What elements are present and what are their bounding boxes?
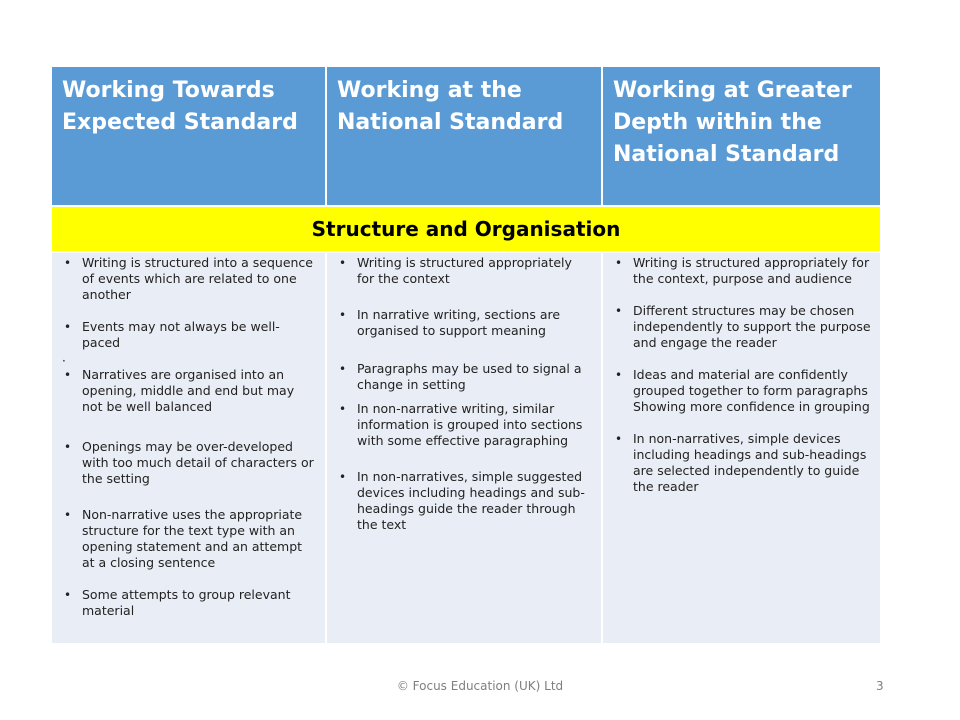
header-working-at: Working at the National Standard (327, 67, 603, 205)
list-item: • Paragraphs may be used to signal a change in setting (335, 361, 593, 393)
list-item: • Non-narrative uses the appropriate structure for the text type with an opening statement and an attempt at a closing sentence (60, 507, 317, 571)
bullet-list (60, 255, 317, 619)
list-item: • In narrative writing, sections are organised to support meaning (335, 307, 593, 339)
list-item: • Writing is structured appropriately for the context, purpose and audience (611, 255, 872, 287)
section-title: Structure and Organisation (311, 217, 621, 241)
list-item: • In non-narratives, simple devices including headings and sub-headings are selected independently to guide the reader (611, 431, 872, 495)
header-greater-depth: Working at Greater Depth within the National Standard (603, 67, 880, 205)
list-item: • Writing is structured appropriately for the context (335, 255, 593, 287)
bullet-list (611, 255, 872, 495)
section-band (52, 205, 880, 253)
list-item: • Ideas and material are confidently grouped together to form paragraphs Showing more confidence in grouping (611, 367, 872, 415)
footer-copyright: © Focus Education (UK) Ltd (396, 679, 564, 693)
list-item: • In non-narratives, simple suggested devices including headings and sub-headings guide the reader through the text (335, 469, 593, 533)
list-item: • Narratives are organised into an opening, middle and end but may not be well balanced (60, 367, 317, 415)
stray-dot: · (62, 354, 66, 368)
page-number: 3 (876, 679, 884, 693)
list-item: • Writing is structured into a sequence of events which are related to one another (60, 255, 317, 303)
column-working-towards (52, 253, 327, 643)
list-item: • Some attempts to group relevant material (60, 587, 317, 619)
column-working-at (327, 253, 603, 643)
list-item: • Different structures may be chosen independently to support the purpose and engage the reader (611, 303, 872, 351)
standards-table (52, 67, 880, 643)
list-item: • Events may not always be well-paced (60, 319, 317, 351)
list-item: • Openings may be over-developed with too much detail of characters or the setting (60, 439, 317, 487)
list-item: • In non-narrative writing, similar information is grouped into sections with some effective paragraphing (335, 401, 593, 449)
bullet-list (335, 255, 593, 533)
list-item (60, 354, 317, 368)
header-working-towards: Working Towards Expected Standard (52, 67, 327, 205)
column-greater-depth (603, 253, 880, 643)
